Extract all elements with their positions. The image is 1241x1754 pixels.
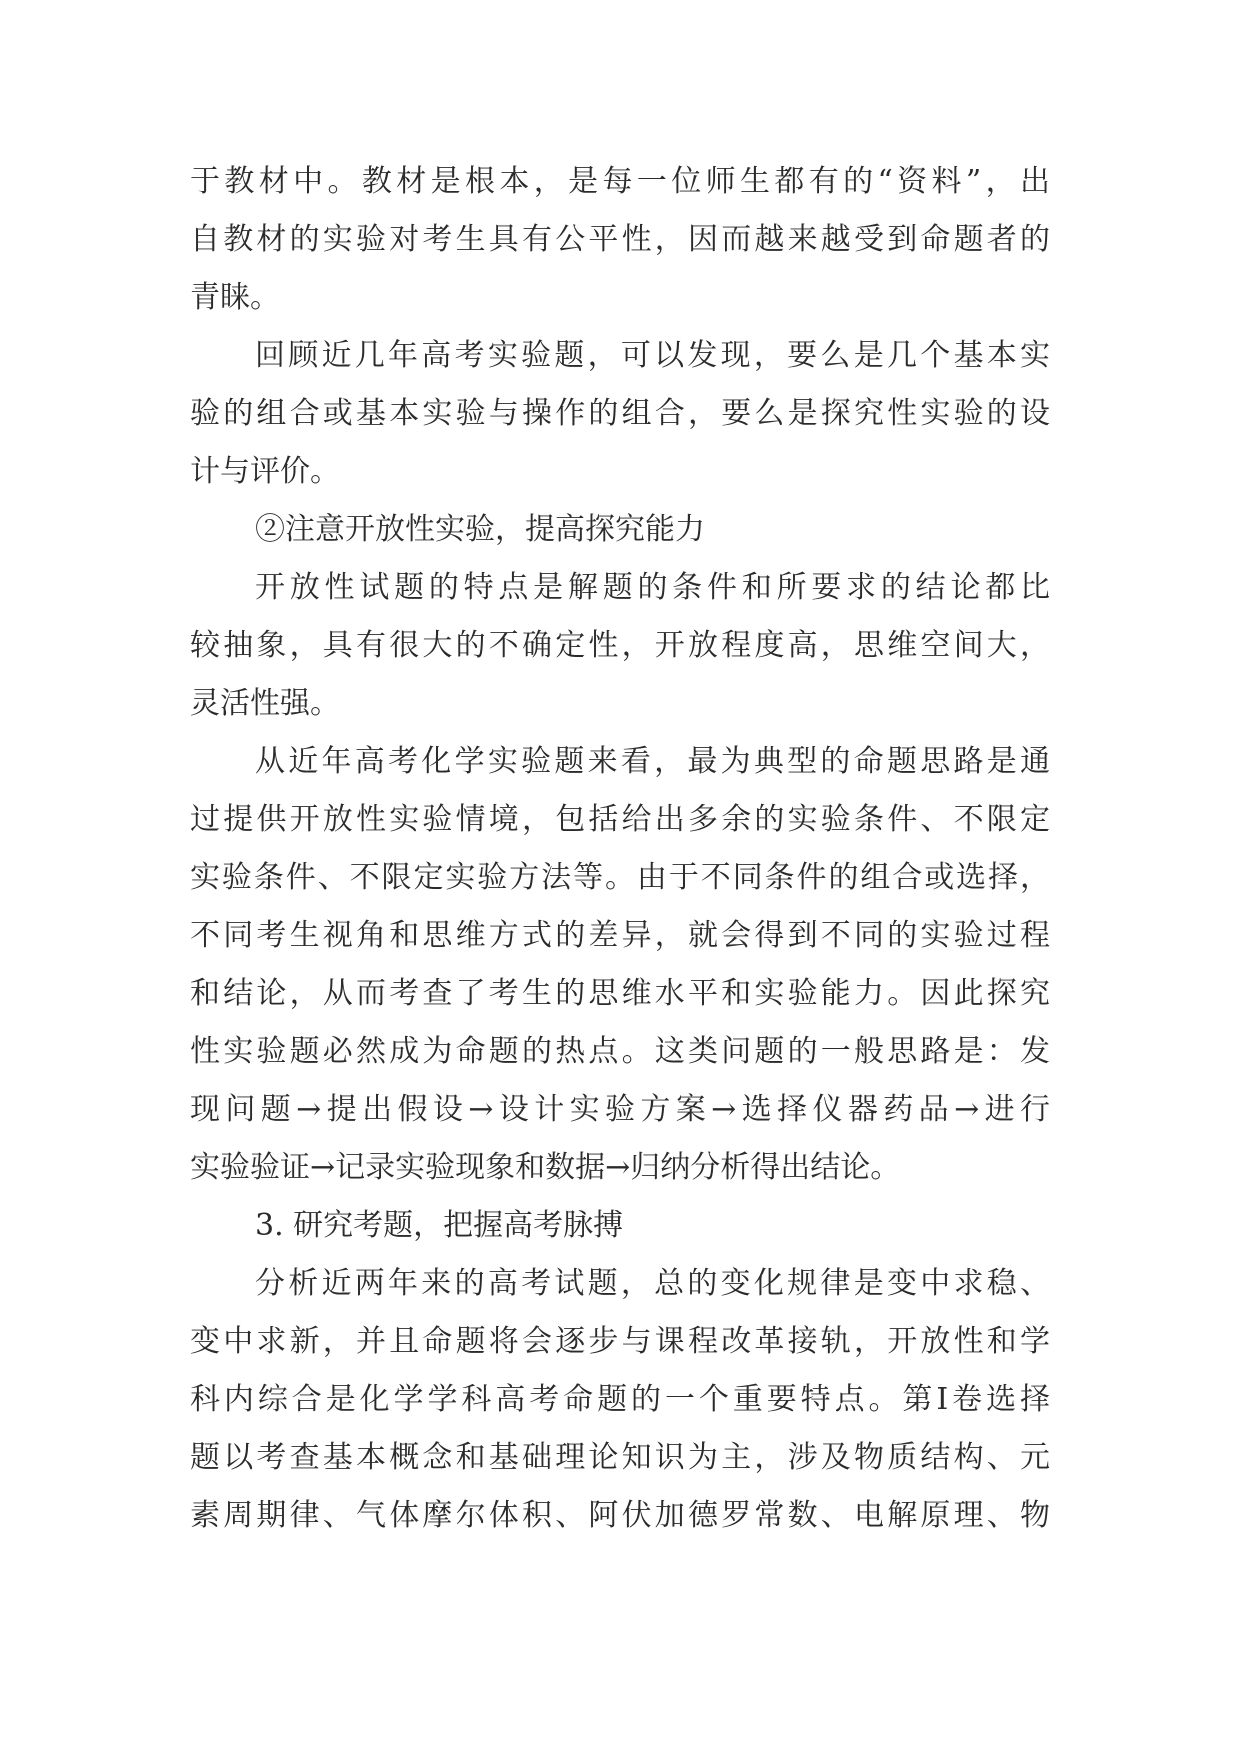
text-line: 于教材中。教材是根本，是每一位师生都有的“资料”，出 xyxy=(190,164,1050,199)
text-line: 素周期律、气体摩尔体积、阿伏加德罗常数、电解原理、物 xyxy=(190,1498,1050,1533)
text-line: 和结论，从而考查了考生的思维水平和实验能力。因此探究 xyxy=(190,976,1050,1011)
paragraph-first-line: 分析近两年来的高考试题，总的变化规律是变中求稳、 xyxy=(255,1266,1050,1301)
section-heading: 3. 研究考题，把握高考脉搏 xyxy=(255,1208,624,1243)
text-line: 实验验证→记录实验现象和数据→归纳分析得出结论。 xyxy=(190,1150,901,1185)
text-line: 科内综合是化学学科高考命题的一个重要特点。第Ⅰ卷选择 xyxy=(190,1382,1050,1417)
text-line: 实验条件、不限定实验方法等。由于不同条件的组合或选择， xyxy=(190,860,1050,895)
text-line: 青睐。 xyxy=(190,280,280,315)
text-line: 不同考生视角和思维方式的差异，就会得到不同的实验过程 xyxy=(190,918,1050,953)
text-line: 自教材的实验对考生具有公平性，因而越来越受到命题者的 xyxy=(190,222,1050,257)
section-heading: ②注意开放性实验，提高探究能力 xyxy=(255,512,705,547)
paragraph-first-line: 回顾近几年高考实验题，可以发现，要么是几个基本实 xyxy=(255,338,1050,373)
text-line: 灵活性强。 xyxy=(190,686,340,721)
text-line: 验的组合或基本实验与操作的组合，要么是探究性实验的设 xyxy=(190,396,1050,431)
text-line: 性实验题必然成为命题的热点。这类问题的一般思路是：发 xyxy=(190,1034,1050,1069)
paragraph-first-line: 从近年高考化学实验题来看，最为典型的命题思路是通 xyxy=(255,744,1050,779)
text-line: 题以考查基本概念和基础理论知识为主，涉及物质结构、元 xyxy=(190,1440,1050,1475)
text-line: 较抽象，具有很大的不确定性，开放程度高，思维空间大， xyxy=(190,628,1050,663)
text-line: 现问题→提出假设→设计实验方案→选择仪器药品→进行 xyxy=(190,1092,1050,1127)
paragraph-first-line: 开放性试题的特点是解题的条件和所要求的结论都比 xyxy=(255,570,1050,605)
text-line: 过提供开放性实验情境，包括给出多余的实验条件、不限定 xyxy=(190,802,1050,837)
text-line: 计与评价。 xyxy=(190,454,340,489)
text-line: 变中求新，并且命题将会逐步与课程改革接轨，开放性和学 xyxy=(190,1324,1050,1359)
